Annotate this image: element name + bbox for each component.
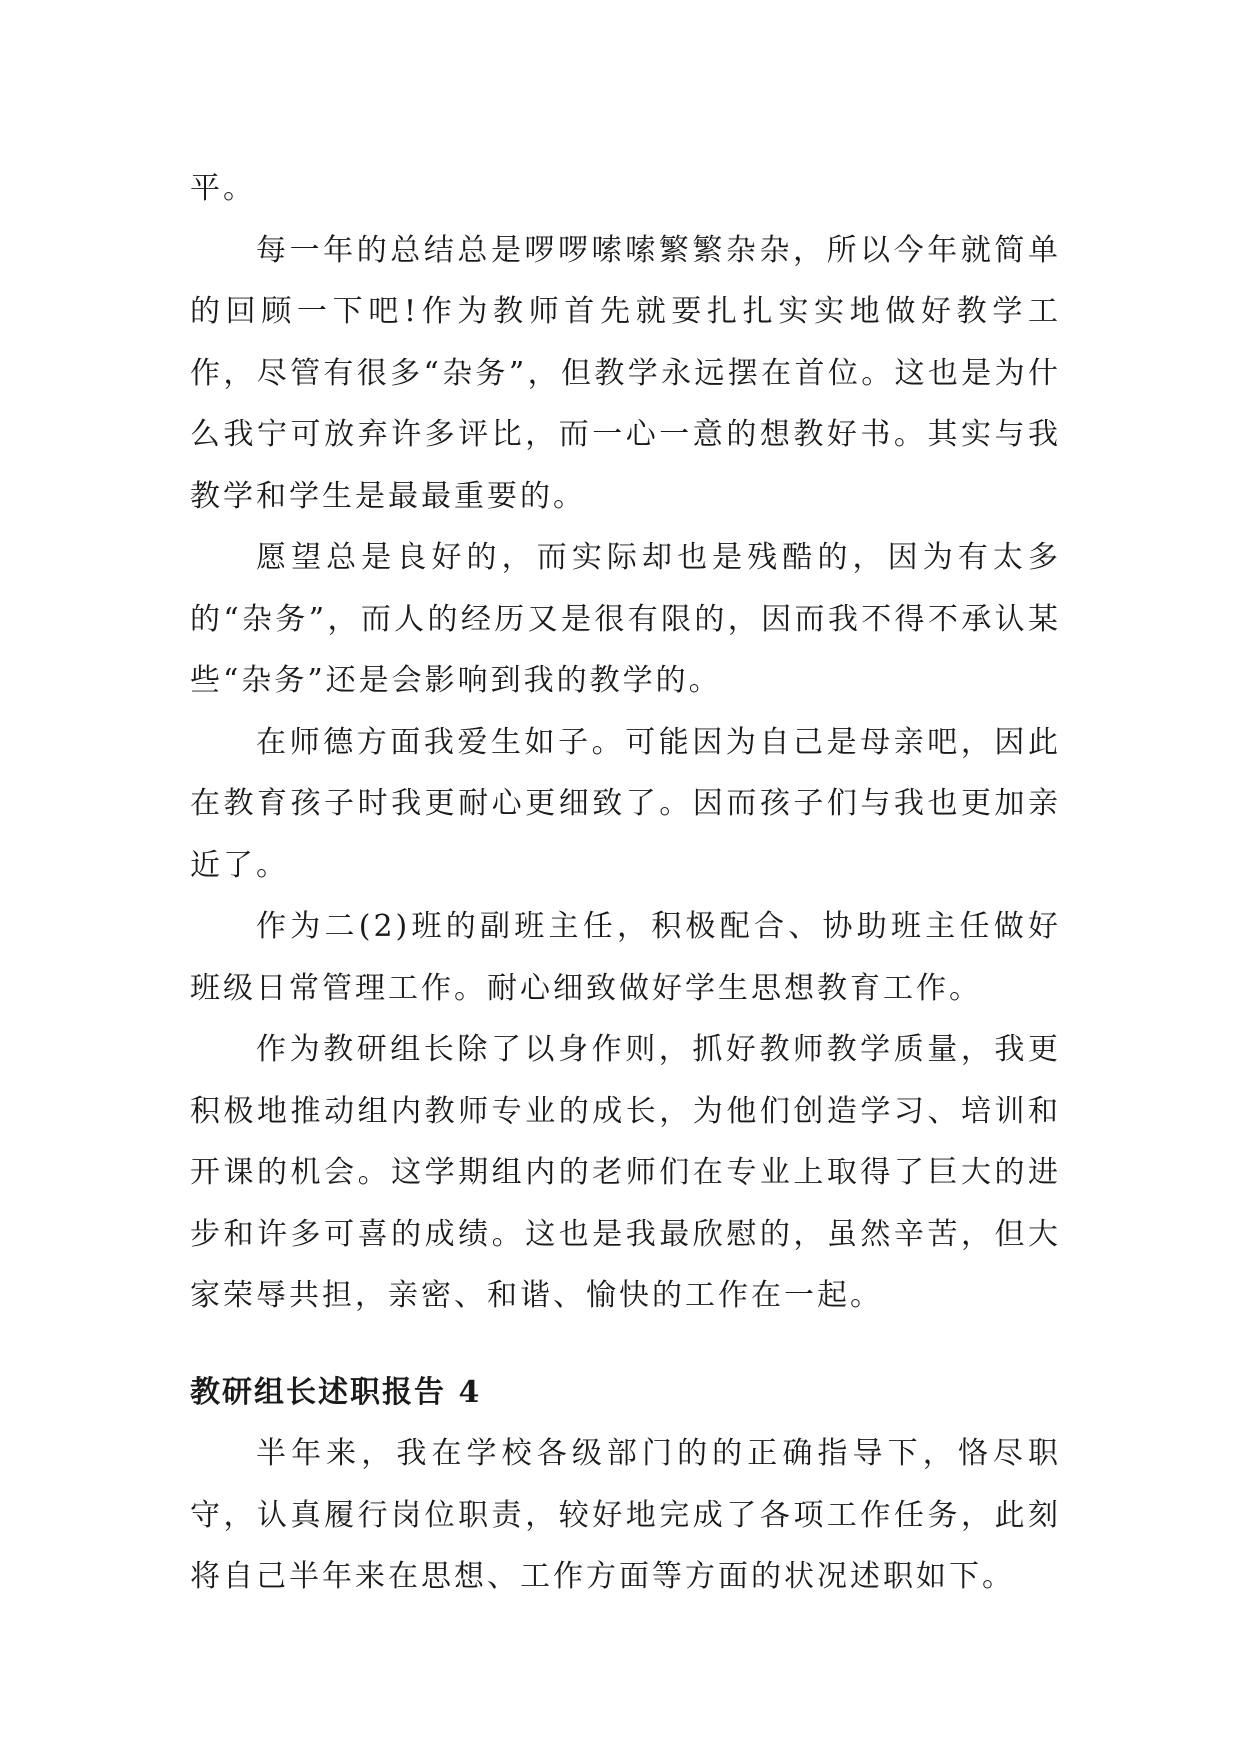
section-heading: 教研组长述职报告 4 [190, 1374, 482, 1410]
paragraph-half-year-report: 半年来，我在学校各级部门的的正确指导下，恪尽职守，认真履行岗位职责，较好地完成了各项工作任务，此刻将自己半年来在思想、工作方面等方面的状况述职如下。 [190, 1436, 1061, 1594]
paragraph-continuation: 平。 [190, 171, 256, 206]
paragraphs-after [190, 1423, 1061, 1608]
paragraph-research-leader: 作为教研组长除了以身作则，抓好教师教学质量，我更积极地推动组内教师专业的成长，为他们创造学习、培训和开课的机会。这学期组内的老师们在专业上取得了巨大的进步和许多可喜的成绩。这也是我最欣慰的，虽然辛苦，但大家荣辱共担，亲密、和谐、愉快的工作在一起。 [190, 1032, 1061, 1313]
paragraph-vice-head-teacher: 作为二(2)班的副班主任，积极配合、协助班主任做好班级日常管理工作。耐心细致做好学生思想教育工作。 [190, 909, 1061, 1006]
paragraph-teacher-ethics: 在师德方面我爱生如子。可能因为自己是母亲吧，因此在教育孩子时我更耐心更细致了。因而孩子们与我也更加亲近了。 [190, 724, 1061, 883]
paragraphs-before [190, 158, 1061, 1327]
paragraph-wishes: 愿望总是良好的，而实际却也是残酷的，因为有太多的“杂务”，而人的经历又是很有限的，因而我不得不承认某些“杂务”还是会影响到我的教学的。 [190, 540, 1061, 698]
paragraph-annual-summary: 每一年的总结总是啰啰嗦嗦繁繁杂杂，所以今年就简单的回顾一下吧!作为教师首先就要扎扎实实地做好教学工作，尽管有很多“杂务”，但教学永远摆在首位。这也是为什么我宁可放弃许多评比，而一心一意的想教好书。其实与我教学和学生是最最重要的。 [190, 232, 1061, 514]
